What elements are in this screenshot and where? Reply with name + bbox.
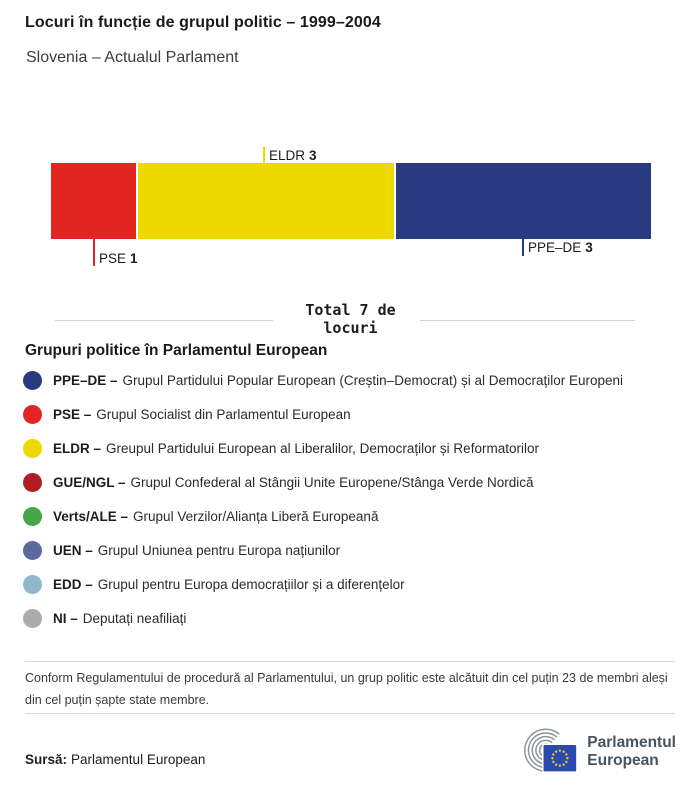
bar-segment-ppede	[396, 163, 651, 239]
page-title: Locuri în funcție de grupul politic – 1999–2004	[25, 14, 381, 31]
legend-item-edd	[23, 567, 683, 601]
pse-tick-line	[93, 239, 95, 266]
legend-desc: Grupul Partidului Popular European (Creștin–Democrat) și al Democraților Europeni	[122, 372, 624, 388]
legend-desc: Grupul pentru Europa democrațiilor și a diferențelor	[97, 576, 405, 592]
legend-item-uen	[23, 533, 683, 567]
legend-desc: Greupul Partidului European al Liberalilor, Democraților și Reformatorilor	[106, 440, 539, 456]
logo-line2: European	[587, 752, 659, 769]
legend-desc: Grupul Verzilor/Alianța Liberă Europeană	[133, 508, 379, 524]
legend-abbr: Verts/ALE –	[53, 508, 129, 524]
bar-segment-pse	[51, 163, 136, 239]
ppede-tick-line	[522, 238, 524, 256]
legend-abbr: PPE–DE –	[53, 372, 118, 388]
ni-color-dot	[23, 609, 42, 628]
legend-abbr: GUE/NGL –	[53, 474, 126, 490]
source-label: Sursă:	[25, 752, 68, 767]
vertsale-color-dot	[23, 507, 42, 526]
bar-label-ppede-name: PPE–DE	[528, 240, 582, 255]
eldr-tick-line	[263, 147, 265, 163]
footnote-divider-bottom	[25, 713, 675, 714]
european-parliament-logo	[514, 724, 676, 780]
legend-item-ppede	[23, 363, 683, 397]
source-value: Parlamentul European	[71, 752, 206, 767]
eu-flag-icon	[544, 745, 577, 771]
legend-item-guengl	[23, 465, 683, 499]
logo-wordmark	[587, 734, 676, 770]
pse-color-dot	[23, 405, 42, 424]
uen-color-dot	[23, 541, 42, 560]
legend-desc: Grupul Socialist din Parlamentul European	[96, 406, 351, 422]
bar-label-pse-value: 1	[130, 251, 138, 266]
footnote-divider-top	[25, 661, 675, 662]
bar-label-pse-name: PSE	[99, 251, 127, 266]
legend-item-pse	[23, 397, 683, 431]
bar-label-pse	[99, 251, 138, 266]
hemicycle-icon	[514, 724, 579, 780]
page-subtitle: Slovenia – Actualul Parlament	[26, 49, 239, 66]
total-seats-label	[277, 302, 424, 337]
footnote: Conform Regulamentului de procedură al Parlamentului, un grup politic este alcătuit din cel puțin 23 de membri aleși din cel puțin șapte state membre.	[25, 671, 668, 707]
legend-abbr: ELDR –	[53, 440, 102, 456]
legend-abbr: EDD –	[53, 576, 93, 592]
total-divider-right	[420, 320, 635, 321]
total-seats-line1: Total 7 de	[305, 301, 396, 319]
legend-item-eldr	[23, 431, 683, 465]
legend-abbr: NI –	[53, 610, 78, 626]
guengl-color-dot	[23, 473, 42, 492]
source-line	[25, 752, 205, 767]
legend-desc: Grupul Confederal al Stângii Unite Europene/Stânga Verde Nordică	[130, 474, 534, 490]
legend-desc: Grupul Uniunea pentru Europa națiunilor	[97, 542, 341, 558]
legend-item-vertsale	[23, 499, 683, 533]
legend-abbr: UEN –	[53, 542, 93, 558]
legend-item-ni	[23, 601, 683, 635]
stacked-bar	[51, 163, 651, 239]
bar-segment-eldr	[138, 163, 393, 239]
logo-line1: Parlamentul	[587, 734, 676, 751]
edd-color-dot	[23, 575, 42, 594]
ppede-color-dot	[23, 371, 42, 390]
legend-abbr: PSE –	[53, 406, 92, 422]
legend-heading: Grupuri politice în Parlamentul European	[25, 342, 328, 359]
bar-label-ppede	[528, 240, 593, 255]
legend-desc: Deputați neafiliați	[82, 610, 187, 626]
bar-label-eldr-value: 3	[309, 148, 317, 163]
total-seats-line2: locuri	[323, 318, 378, 337]
eldr-color-dot	[23, 439, 42, 458]
bar-label-eldr-name: ELDR	[269, 148, 306, 163]
total-divider-left	[55, 320, 273, 321]
legend-list	[23, 363, 683, 635]
bar-label-eldr	[269, 148, 317, 163]
bar-label-ppede-value: 3	[585, 240, 593, 255]
